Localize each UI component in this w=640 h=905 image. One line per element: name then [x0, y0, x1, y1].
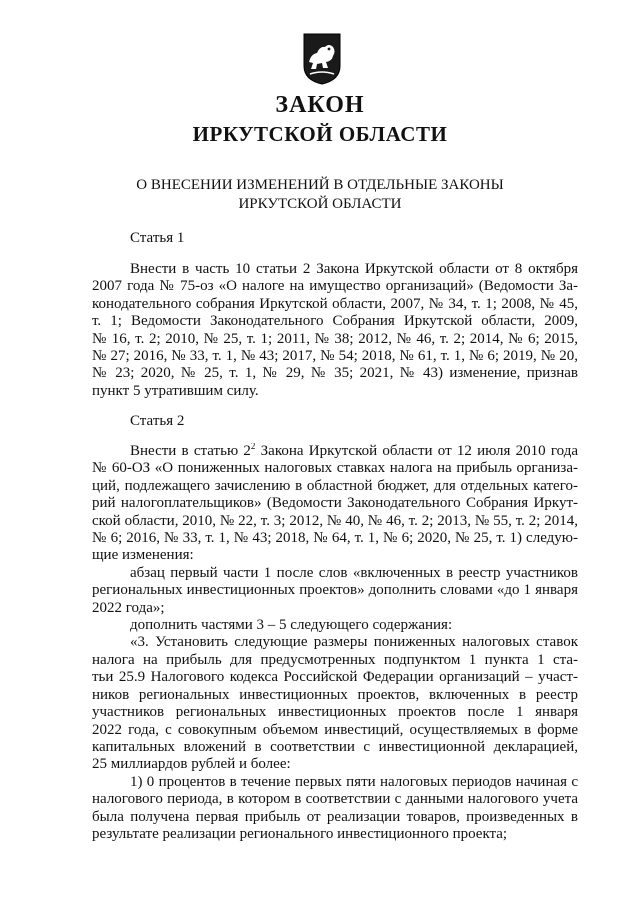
paragraph-line: № 23; 2020, № 25, т. 1, № 29, № 35; 2021, № 43) изменение, признав — [92, 365, 578, 382]
paragraph-line: № 6; 2016, № 33, т. 1, № 43; 2018, № 64, т. 1, № 6; 2020, № 25, т. 1) следую- — [92, 530, 578, 547]
paragraph-line: № 27; 2016, № 33, т. 1, № 43; 2017, № 54; 2018, № 61, т. 1, № 6; 2019, № 20, — [92, 348, 578, 365]
paragraph-line: ников региональных инвестиционных проектов, включенных в реестр — [92, 686, 578, 703]
paragraph-line: пункт 5 утратившим силу. — [92, 382, 259, 399]
paragraph-line: налогового периода, в котором в соответствии с данными налогового учета — [92, 791, 578, 808]
paragraph-line: № 60-ОЗ «О пониженных налоговых ставках налога на прибыль организа- — [92, 460, 578, 477]
paragraph-line: дополнить частями 3 – 5 следующего содержания: — [130, 617, 453, 634]
paragraph-line: конодательного собрания Иркутской области, 2007, № 34, т. 1; 2008, № 45, — [92, 295, 578, 312]
law-region-title: ИРКУТСКОЙ ОБЛАСТИ — [192, 122, 448, 146]
law-subtitle — [0, 176, 640, 214]
paragraph-line: Внести в часть 10 статьи 2 Закона Иркутской области от 8 октября — [130, 261, 578, 277]
paragraph-line: тьи 25.9 Налогового кодекса Российской Федерации организаций – участ- — [92, 669, 578, 686]
line-text: Закона Иркутской области от 12 июля 2010 года — [255, 443, 578, 459]
paragraph-line: 2022 года»; — [92, 599, 165, 616]
article-2-text — [92, 443, 578, 843]
subtitle-line: ИРКУТСКОЙ ОБЛАСТИ — [238, 196, 402, 212]
subtitle-line: О ВНЕСЕНИИ ИЗМЕНЕНИЙ В ОТДЕЛЬНЫЕ ЗАКОНЫ — [136, 177, 504, 193]
paragraph-line: ций, подлежащего зачислению в областной бюджет, для отдельных катего- — [92, 477, 578, 494]
paragraph-line: «3. Установить следующие размеры пониженных налоговых ставок — [130, 634, 578, 651]
paragraph-line: была получена первая прибыль от реализации товаров, произведенных в — [92, 808, 578, 825]
irkutsk-coat-of-arms-icon — [302, 32, 342, 86]
paragraph-line: 2022 года, с совокупным объемом инвестиций, осуществляемых в форме — [92, 721, 578, 738]
law-title: ЗАКОН — [275, 92, 365, 118]
paragraph-line: абзац первый части 1 после слов «включенных в реестр участников — [130, 564, 578, 581]
paragraph-line: налога на прибыль для предусмотренных подпунктом 1 пункта 1 ста- — [92, 651, 578, 668]
paragraph-line: т. 1; Ведомости Законодательного Собрания Иркутской области, 2009, — [92, 313, 578, 330]
paragraph-line: щие изменения: — [92, 547, 194, 564]
paragraph-line: 25 миллиардов рублей и более: — [92, 756, 291, 773]
superscript: 2 — [250, 443, 256, 451]
paragraph-line: рий налогоплательщиков» (Ведомости Законодательного Собрания Иркут- — [92, 495, 578, 512]
paragraph-line: 2007 года № 75-оз «О налоге на имущество организаций» (Ведомости За- — [92, 278, 578, 295]
paragraph-line: региональных инвестиционных проектов» дополнить словами «до 1 января — [92, 582, 578, 599]
paragraph-line: участников региональных инвестиционных проектов после 1 января — [92, 704, 578, 721]
line-text: Внести в статью 2 — [130, 443, 251, 459]
paragraph-line: капитальных вложений в соответствии с инвестиционной декларацией, — [92, 738, 578, 755]
paragraph-line — [92, 443, 578, 460]
paragraph-line: 1) 0 процентов в течение первых пяти налоговых периодов начиная с — [130, 773, 578, 790]
article-1-heading: Статья 1 — [130, 230, 185, 246]
paragraph-line: ской области, 2010, № 22, т. 3; 2012, № 40, № 46, т. 2; 2013, № 55, т. 2; 2014, — [92, 512, 578, 529]
article-1-text — [92, 261, 578, 400]
article-2-heading: Статья 2 — [130, 413, 185, 429]
paragraph-line: № 16, т. 2; 2010, № 25, т. 1; 2011, № 38; 2012, № 46, т. 2; 2014, № 6; 2015, — [92, 330, 578, 347]
paragraph-line: результате реализации регионального инвестиционного проекта; — [92, 825, 508, 842]
